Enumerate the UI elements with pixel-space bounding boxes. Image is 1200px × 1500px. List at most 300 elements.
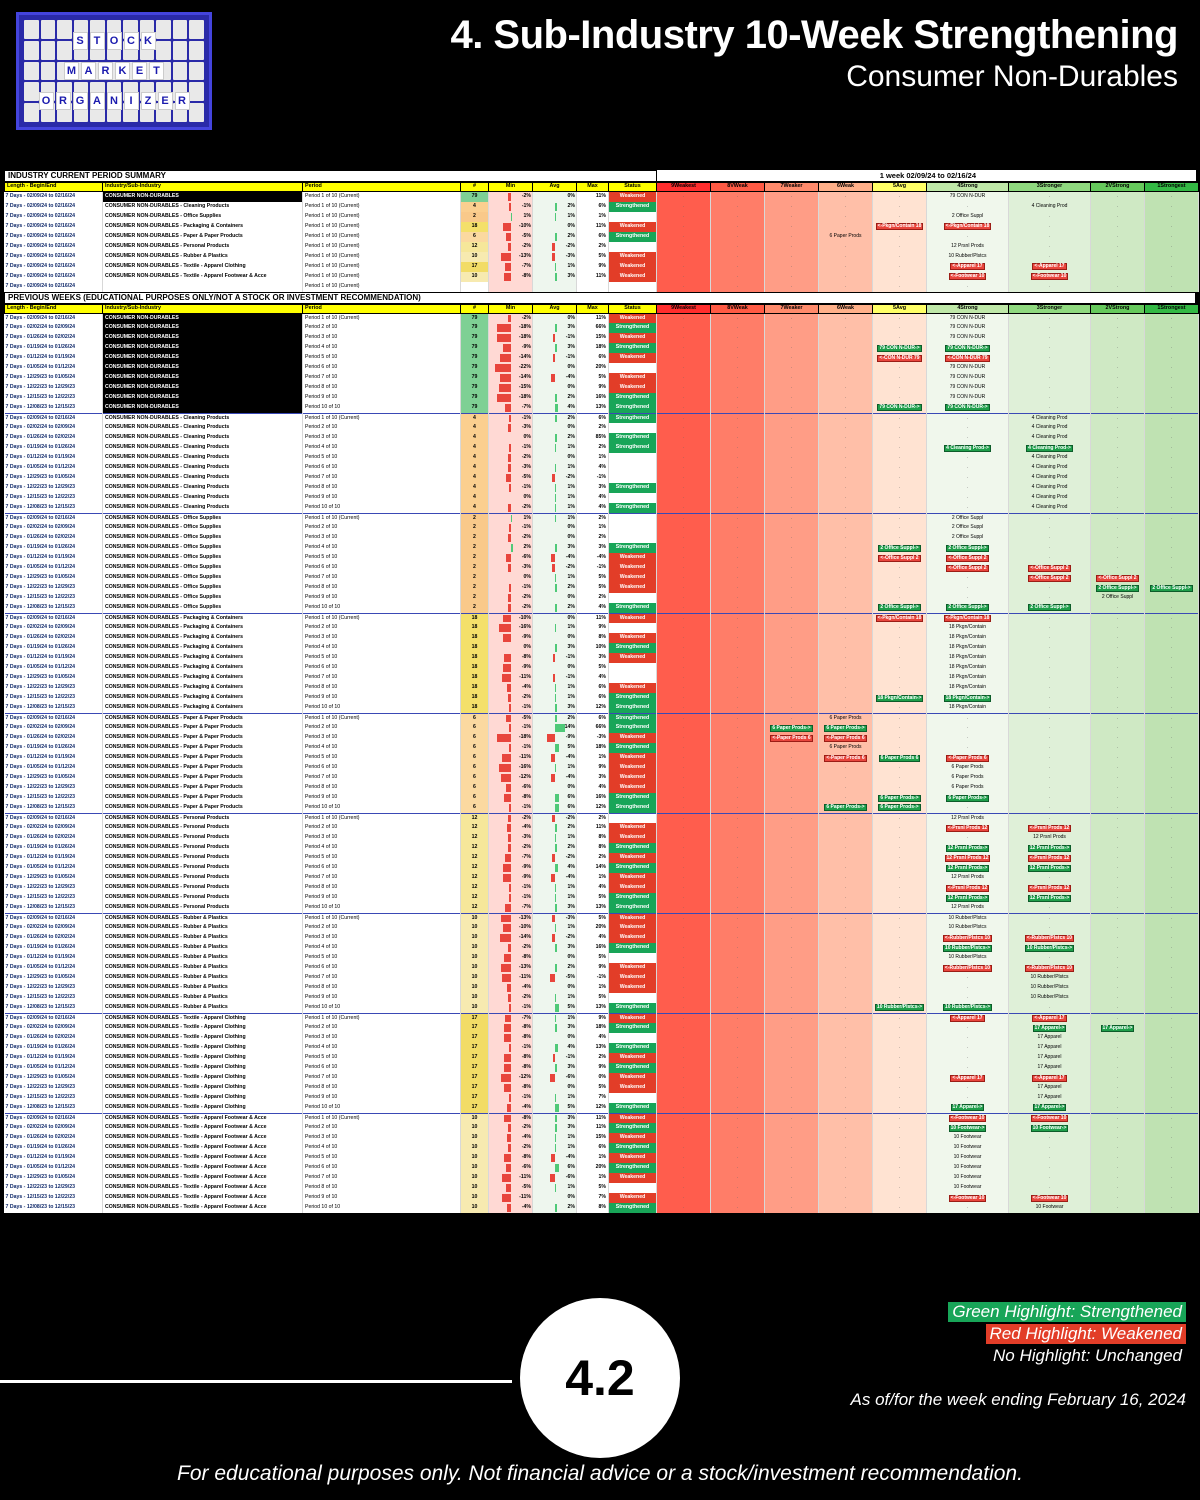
column-header[interactable]: # (461, 304, 489, 313)
table-row[interactable] (5, 763, 1199, 773)
table-row[interactable] (5, 1083, 1199, 1093)
column-header-4strong[interactable]: 4Strong (927, 304, 1009, 313)
heat-cell-1strongest (1145, 343, 1199, 353)
heat-cell-2vstrong (1091, 1103, 1145, 1113)
column-header-9weakest[interactable]: 9Weakest (657, 304, 711, 313)
table-row[interactable] (5, 603, 1199, 613)
heat-cell-1strongest (1145, 403, 1199, 413)
count-cell: 10 (461, 272, 489, 282)
min-cell: -9% (489, 863, 533, 873)
heat-cell-1strongest (1145, 373, 1199, 383)
empty-marker: . (1170, 654, 1173, 661)
max-cell: 9% (577, 1063, 609, 1073)
table-row[interactable] (5, 983, 1199, 993)
table-row[interactable] (5, 993, 1199, 1003)
table-row[interactable] (5, 1193, 1199, 1203)
table-row[interactable] (5, 513, 1199, 523)
column-header[interactable]: Length - Begin/End (5, 304, 103, 313)
empty-marker: . (844, 504, 847, 511)
column-header[interactable]: Min (489, 183, 533, 192)
industry-cell: CONSUMER NON-DURABLES - Paper & Paper Products (103, 232, 303, 242)
table-row[interactable] (5, 653, 1199, 663)
empty-marker: . (844, 193, 847, 200)
avg-cell: 2% (533, 603, 577, 613)
empty-marker: . (1170, 844, 1173, 851)
heat-cell-3stronger (1009, 933, 1091, 943)
heat-cell-1strongest (1145, 353, 1199, 363)
table-row[interactable] (5, 363, 1199, 373)
column-header-5avg[interactable]: 5Avg (873, 183, 927, 192)
table-row[interactable] (5, 1103, 1199, 1113)
min-cell: -2% (489, 242, 533, 252)
heat-cell-4strong (927, 242, 1009, 252)
table-row[interactable] (5, 1163, 1199, 1173)
empty-marker: . (898, 334, 901, 341)
table-row[interactable] (5, 393, 1199, 403)
empty-marker: . (844, 1064, 847, 1071)
rank-tag: 17 Apparel-> (952, 1104, 983, 1111)
heat-cell-7weaker (765, 1033, 819, 1043)
table-row[interactable] (5, 673, 1199, 683)
heat-cell-6weak (819, 903, 873, 913)
empty-marker: . (966, 804, 969, 811)
avg-cell: 2% (533, 583, 577, 593)
industry-cell: CONSUMER NON-DURABLES (103, 403, 303, 413)
table-row[interactable] (5, 202, 1199, 212)
column-header[interactable]: Status (609, 183, 657, 192)
rank-tag: 12 Prsnl Prods-> (1029, 864, 1070, 871)
count-cell: 4 (461, 463, 489, 473)
table-row[interactable] (5, 803, 1199, 813)
heat-cell-6weak (819, 262, 873, 272)
table-row[interactable] (5, 953, 1199, 963)
period-cell: Period 6 of 10 (303, 1063, 461, 1073)
empty-marker: . (682, 212, 685, 219)
period-range-cell: 7 Days - 02/09/24 to 02/16/24 (5, 613, 103, 623)
table-row[interactable] (5, 1123, 1199, 1133)
empty-marker: . (1170, 704, 1173, 711)
heat-cell-6weak (819, 433, 873, 443)
empty-marker: . (1170, 434, 1173, 441)
count-cell: 10 (461, 252, 489, 262)
period-range-cell: 7 Days - 12/15/23 to 12/22/23 (5, 993, 103, 1003)
avg-cell: 0% (533, 953, 577, 963)
table-row[interactable] (5, 923, 1199, 933)
heat-cell-5avg (873, 343, 927, 353)
heat-cell-7weaker (765, 493, 819, 503)
count-cell: 17 (461, 1043, 489, 1053)
table-row[interactable] (5, 1203, 1199, 1213)
avg-cell: 1% (533, 503, 577, 513)
table-row[interactable] (5, 973, 1199, 983)
empty-marker: . (1116, 242, 1119, 249)
heat-cell-1strongest (1145, 823, 1199, 833)
heat-cell-2vstrong (1091, 1023, 1145, 1033)
empty-marker: . (844, 1204, 847, 1211)
table-row[interactable] (5, 1113, 1199, 1123)
period-cell: Period 1 of 10 (Current) (303, 282, 461, 292)
count-cell: 12 (461, 813, 489, 823)
empty-marker: . (1116, 854, 1119, 861)
empty-marker: . (898, 1024, 901, 1031)
heat-cell-2vstrong (1091, 212, 1145, 222)
heat-cell-7weaker (765, 563, 819, 573)
table-row[interactable] (5, 232, 1199, 242)
status-badge: Strengthened (609, 713, 657, 723)
column-header[interactable]: # (461, 183, 489, 192)
empty-marker: . (844, 1114, 847, 1121)
table-row[interactable] (5, 943, 1199, 953)
empty-marker: . (790, 804, 793, 811)
column-header-6weak[interactable]: 6Weak (819, 183, 873, 192)
table-row[interactable] (5, 1133, 1199, 1143)
period-cell: Period 5 of 10 (303, 653, 461, 663)
empty-marker: . (682, 834, 685, 841)
column-header-3stronger[interactable]: 3Stronger (1009, 183, 1091, 192)
table-row[interactable] (5, 423, 1199, 433)
empty-marker: . (844, 1104, 847, 1111)
heat-cell-5avg (873, 673, 927, 683)
count-cell: 79 (461, 192, 489, 202)
empty-marker: . (790, 1124, 793, 1131)
empty-marker: . (1048, 1134, 1051, 1141)
period-range-cell: 7 Days - 02/09/24 to 02/16/24 (5, 232, 103, 242)
heat-cell-4strong (927, 893, 1009, 903)
table-row[interactable] (5, 323, 1199, 333)
table-row[interactable] (5, 212, 1199, 222)
heat-cell-2vstrong (1091, 513, 1145, 523)
empty-marker: . (736, 1134, 739, 1141)
empty-marker: . (898, 784, 901, 791)
heat-cell-1strongest (1145, 753, 1199, 763)
table-row[interactable] (5, 563, 1199, 573)
period-cell: Period 3 of 10 (303, 533, 461, 543)
heat-cell-7weaker (765, 863, 819, 873)
heat-cell-5avg (873, 783, 927, 793)
max-cell: 20% (577, 363, 609, 373)
empty-marker: . (736, 474, 739, 481)
period-range-cell: 7 Days - 02/09/24 to 02/16/24 (5, 713, 103, 723)
table-row[interactable] (5, 343, 1199, 353)
table-row[interactable] (5, 683, 1199, 693)
table-row[interactable] (5, 693, 1199, 703)
count-cell: 4 (461, 413, 489, 423)
industry-cell: CONSUMER NON-DURABLES - Office Supplies (103, 603, 303, 613)
heat-cell-1strongest (1145, 1073, 1199, 1083)
column-header-8vweak[interactable]: 8VWeak (711, 304, 765, 313)
table-row[interactable] (5, 573, 1199, 583)
heat-cell-8vweak (711, 753, 765, 763)
column-header[interactable]: Max (577, 304, 609, 313)
table-row[interactable] (5, 242, 1199, 252)
min-cell: -4% (489, 983, 533, 993)
logo-words (24, 20, 204, 122)
empty-marker: . (1170, 684, 1173, 691)
period-range-cell: 7 Days - 02/09/24 to 02/16/24 (5, 1113, 103, 1123)
table-row[interactable] (5, 713, 1199, 723)
avg-cell: 0% (533, 192, 577, 202)
table-row[interactable] (5, 1093, 1199, 1103)
min-cell: -8% (489, 1053, 533, 1063)
min-cell: -5% (489, 232, 533, 242)
table-row[interactable] (5, 963, 1199, 973)
heat-cell-3stronger (1009, 192, 1091, 202)
heat-cell-7weaker (765, 1183, 819, 1193)
max-cell: 11% (577, 1113, 609, 1123)
empty-marker: . (1048, 354, 1051, 361)
table-row[interactable] (5, 1153, 1199, 1163)
empty-marker: . (898, 444, 901, 451)
column-header-7weaker[interactable]: 7Weaker (765, 183, 819, 192)
table-row[interactable] (5, 833, 1199, 843)
empty-marker: . (682, 272, 685, 279)
column-header-1strongest[interactable]: 1Strongest (1145, 304, 1199, 313)
count-cell: 10 (461, 973, 489, 983)
table-row[interactable] (5, 433, 1199, 443)
empty-marker: . (1116, 1074, 1119, 1081)
table-row[interactable] (5, 543, 1199, 553)
empty-marker: . (736, 384, 739, 391)
column-header[interactable]: Period (303, 304, 461, 313)
empty-marker: . (736, 252, 739, 259)
column-header-4strong[interactable]: 4Strong (927, 183, 1009, 192)
column-header[interactable]: Industry/Sub-Industry (103, 183, 303, 192)
column-header[interactable]: Period (303, 183, 461, 192)
empty-marker: . (682, 334, 685, 341)
table-row[interactable] (5, 353, 1199, 363)
status-badge: Strengthened (609, 543, 657, 553)
empty-marker: . (790, 282, 793, 289)
column-header[interactable]: Min (489, 304, 533, 313)
heat-cell-5avg (873, 703, 927, 713)
heat-cell-9weakest (657, 903, 711, 913)
table-row[interactable] (5, 1023, 1199, 1033)
heat-cell-1strongest (1145, 693, 1199, 703)
table-row[interactable] (5, 1003, 1199, 1013)
table-row[interactable] (5, 272, 1199, 282)
heat-cell-3stronger (1009, 653, 1091, 663)
table-row[interactable] (5, 1053, 1199, 1063)
table-row[interactable] (5, 222, 1199, 232)
table-row[interactable] (5, 723, 1199, 733)
period-range-cell: 7 Days - 12/29/23 to 01/05/24 (5, 573, 103, 583)
empty-marker: . (966, 504, 969, 511)
heat-cell-5avg (873, 252, 927, 262)
column-header[interactable]: Avg (533, 183, 577, 192)
empty-marker: . (1170, 334, 1173, 341)
table-row[interactable] (5, 703, 1199, 713)
heat-cell-2vstrong (1091, 453, 1145, 463)
table-row[interactable] (5, 523, 1199, 533)
table-row[interactable] (5, 1013, 1199, 1023)
column-header-6weak[interactable]: 6Weak (819, 304, 873, 313)
min-cell: -2% (489, 503, 533, 513)
empty-marker: . (1116, 1174, 1119, 1181)
table-row[interactable] (5, 483, 1199, 493)
table-row[interactable] (5, 493, 1199, 503)
table-row[interactable] (5, 873, 1199, 883)
table-row[interactable] (5, 1073, 1199, 1083)
table-row[interactable] (5, 753, 1199, 763)
empty-marker: . (844, 454, 847, 461)
table-row[interactable] (5, 252, 1199, 262)
empty-marker: . (682, 794, 685, 801)
table-row[interactable] (5, 463, 1199, 473)
table-row[interactable] (5, 453, 1199, 463)
heat-cell-7weaker (765, 773, 819, 783)
heat-cell-8vweak (711, 963, 765, 973)
table-row[interactable] (5, 313, 1199, 323)
table-row[interactable] (5, 773, 1199, 783)
column-header-3stronger[interactable]: 3Stronger (1009, 304, 1091, 313)
table-row[interactable] (5, 813, 1199, 823)
table-row[interactable] (5, 783, 1199, 793)
period-range-cell: 7 Days - 12/15/23 to 12/22/23 (5, 1093, 103, 1103)
min-cell: -8% (489, 653, 533, 663)
table-row[interactable] (5, 593, 1199, 603)
table-row[interactable] (5, 893, 1199, 903)
empty-marker: . (1170, 804, 1173, 811)
empty-marker: . (682, 1034, 685, 1041)
table-row[interactable] (5, 623, 1199, 633)
table-row[interactable] (5, 192, 1199, 202)
heat-cell-6weak (819, 573, 873, 583)
table-row[interactable] (5, 333, 1199, 343)
empty-marker: . (682, 444, 685, 451)
heat-cell-1strongest (1145, 613, 1199, 623)
avg-cell: 1% (533, 573, 577, 583)
empty-marker: . (790, 424, 793, 431)
heat-cell-8vweak (711, 983, 765, 993)
table-row[interactable] (5, 503, 1199, 513)
column-header-8vweak[interactable]: 8VWeak (711, 183, 765, 192)
heat-cell-4strong (927, 883, 1009, 893)
table-row[interactable] (5, 843, 1199, 853)
column-header-7weaker[interactable]: 7Weaker (765, 304, 819, 313)
table-row[interactable] (5, 743, 1199, 753)
table-row[interactable] (5, 643, 1199, 653)
empty-marker: . (736, 314, 739, 321)
avg-cell: -2% (533, 853, 577, 863)
heat-cell-1strongest (1145, 383, 1199, 393)
column-header[interactable]: Industry/Sub-Industry (103, 304, 303, 313)
table-row[interactable] (5, 403, 1199, 413)
period-cell: Period 8 of 10 (303, 883, 461, 893)
max-cell: 8% (577, 843, 609, 853)
table-row[interactable] (5, 1183, 1199, 1193)
table-row[interactable] (5, 913, 1199, 923)
table-row[interactable] (5, 883, 1199, 893)
heat-cell-9weakest (657, 1093, 711, 1103)
table-row[interactable] (5, 262, 1199, 272)
table-row[interactable] (5, 553, 1199, 563)
max-cell: 1% (577, 983, 609, 993)
industry-cell: CONSUMER NON-DURABLES - Packaging & Containers (103, 653, 303, 663)
empty-marker: . (790, 944, 793, 951)
table-row[interactable] (5, 903, 1199, 913)
table-row[interactable] (5, 1143, 1199, 1153)
table-row[interactable] (5, 473, 1199, 483)
table-row[interactable] (5, 853, 1199, 863)
empty-marker: . (844, 212, 847, 219)
empty-marker: . (1116, 714, 1119, 721)
empty-marker: . (1116, 884, 1119, 891)
heat-cell-6weak (819, 883, 873, 893)
table-row[interactable] (5, 373, 1199, 383)
table-row[interactable] (5, 863, 1199, 873)
status-badge: Weakened (609, 563, 657, 573)
column-header-9weakest[interactable]: 9Weakest (657, 183, 711, 192)
empty-marker: . (736, 704, 739, 711)
table-row[interactable] (5, 533, 1199, 543)
column-header[interactable]: Length - Begin/End (5, 183, 103, 192)
empty-marker: . (1048, 554, 1051, 561)
rank-tag: 18 Pkgn/Contain (949, 664, 986, 671)
min-cell: -6% (489, 553, 533, 563)
empty-marker: . (790, 754, 793, 761)
column-header-5avg[interactable]: 5Avg (873, 304, 927, 313)
table-row[interactable] (5, 383, 1199, 393)
table-row[interactable] (5, 823, 1199, 833)
heat-cell-9weakest (657, 633, 711, 643)
table-row[interactable] (5, 1043, 1199, 1053)
column-header[interactable]: Status (609, 304, 657, 313)
empty-marker: . (1048, 904, 1051, 911)
heat-cell-1strongest (1145, 272, 1199, 282)
rank-tag: 18 Pkgn/Contain (949, 684, 986, 691)
table-row[interactable] (5, 633, 1199, 643)
rank-tag: 17 Apparel-> (1034, 1024, 1065, 1031)
rank-tag: 10 Rubber/Plstcs-> (1026, 944, 1073, 951)
heat-cell-4strong (927, 232, 1009, 242)
table-row[interactable] (5, 443, 1199, 453)
table-row[interactable] (5, 282, 1199, 292)
table-row[interactable] (5, 1033, 1199, 1043)
heat-cell-5avg (873, 793, 927, 803)
period-cell: Period 9 of 10 (303, 893, 461, 903)
table-row[interactable] (5, 663, 1199, 673)
table-row[interactable] (5, 1063, 1199, 1073)
table-row[interactable] (5, 793, 1199, 803)
count-cell: 17 (461, 1053, 489, 1063)
heat-cell-4strong (927, 533, 1009, 543)
table-row[interactable] (5, 1173, 1199, 1183)
status-badge: Strengthened (609, 413, 657, 423)
table-row[interactable] (5, 733, 1199, 743)
min-cell: -6% (489, 1163, 533, 1173)
heat-cell-2vstrong (1091, 873, 1145, 883)
empty-marker: . (1116, 824, 1119, 831)
heat-cell-7weaker (765, 282, 819, 292)
rank-tag: 17 Apparel (1037, 1044, 1062, 1051)
column-header[interactable]: Max (577, 183, 609, 192)
column-header-1strongest[interactable]: 1Strongest (1145, 183, 1199, 192)
table-row[interactable] (5, 933, 1199, 943)
table-row[interactable] (5, 583, 1199, 593)
heat-cell-5avg (873, 1153, 927, 1163)
empty-marker: . (790, 504, 793, 511)
column-header-2vstrong[interactable]: 2VStrong (1091, 304, 1145, 313)
empty-marker: . (898, 634, 901, 641)
table-row[interactable] (5, 413, 1199, 423)
empty-marker: . (736, 784, 739, 791)
column-header[interactable]: Avg (533, 304, 577, 313)
heat-cell-6weak (819, 863, 873, 873)
status-badge: Strengthened (609, 1063, 657, 1073)
column-header-2vstrong[interactable]: 2VStrong (1091, 183, 1145, 192)
status-badge: Weakened (609, 262, 657, 272)
table-row[interactable] (5, 613, 1199, 623)
